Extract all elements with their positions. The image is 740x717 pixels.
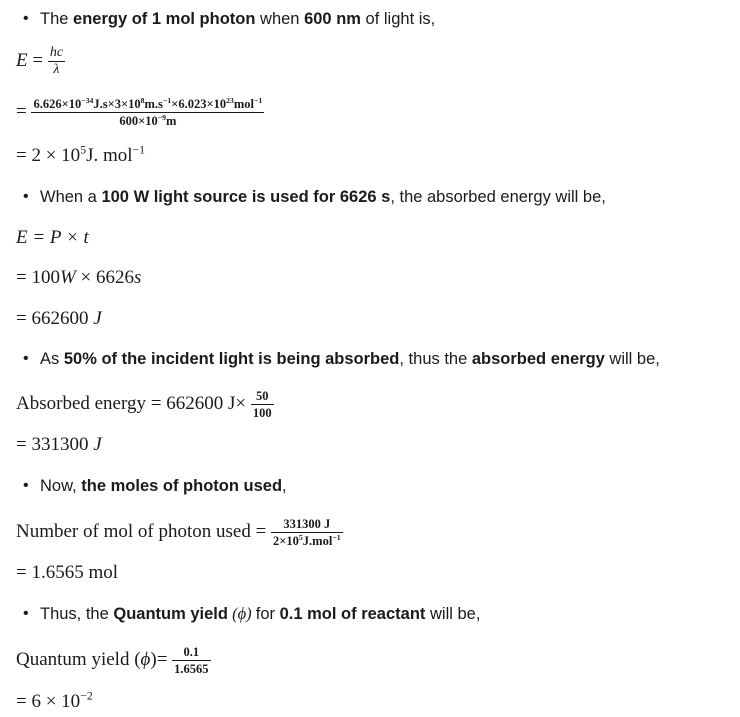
bullet-moles-of-photon: • Now, the moles of photon used, <box>40 476 287 496</box>
equation-quantum-yield-result: = $6 \times 10^{-2}$ <box>16 689 93 712</box>
equation-moles-photon: Number of mol of photon used = $\frac{331300 J}{2\times 10^5J.mol^{-1}}$ <box>16 517 341 548</box>
fraction-energy-values: $\frac{6.626\times 10^{-34}J.s\times 3\times 10^8m.s^{-1}\times 6.023\times 10^{23}mol^{-1}}{600\times 10^{-9}m}$ <box>33 95 263 128</box>
fraction-moles-photon: $\frac{331300 J}{2\times 10^5J.mol^{-1}}$ <box>273 517 341 548</box>
bullet-light-source: • When a 100 W light source is used for 6626 s, the absorbed energy will be, <box>40 187 606 207</box>
fraction-quantum-yield: $\frac{0.1}{1.6565}$ <box>174 645 209 676</box>
bullet-absorbed-light: • As 50% of the incident light is being absorbed, thus the absorbed energy will be, <box>40 349 660 369</box>
fraction-fifty-over-hundred: $\frac{50}{100}$ <box>252 389 272 420</box>
bullet-energy-of-photon: • The energy of 1 mol photon when 600 nm of light is, <box>40 9 435 29</box>
equation-energy-formula: E = $\frac{hc}{\lambda}$ <box>16 45 64 77</box>
equation-power-substitution: = 100W × 6626s <box>16 267 142 288</box>
equation-energy-substitution: = $\frac{6.626\times 10^{-34}J.s\times 3\times 10^8m.s^{-1}\times 6.023\times 10^{23}mol^{-1}}{600\times 10^{-9}m}$ <box>16 95 263 128</box>
equation-total-energy: = 662600 J <box>16 308 102 329</box>
equation-energy-result: = $2 \times 10^5J$. mol$^{-1}$ <box>16 143 146 166</box>
bullet-quantum-yield: • Thus, the Quantum yield (ϕ) for 0.1 mol of reactant will be, <box>40 604 480 624</box>
equation-absorbed-result: = 331300 J <box>16 434 102 455</box>
equation-moles-result: = 1.6565 mol <box>16 562 119 583</box>
equation-absorbed-energy: Absorbed energy = 662600 J× $\frac{50}{100}$ <box>16 389 272 420</box>
equation-quantum-yield: Quantum yield (ϕ)= $\frac{0.1}{1.6565}$ <box>16 645 209 676</box>
equation-power-time: E = P × t <box>16 227 89 248</box>
fraction-hc-over-lambda: $\frac{hc}{\lambda}$ <box>49 45 64 77</box>
